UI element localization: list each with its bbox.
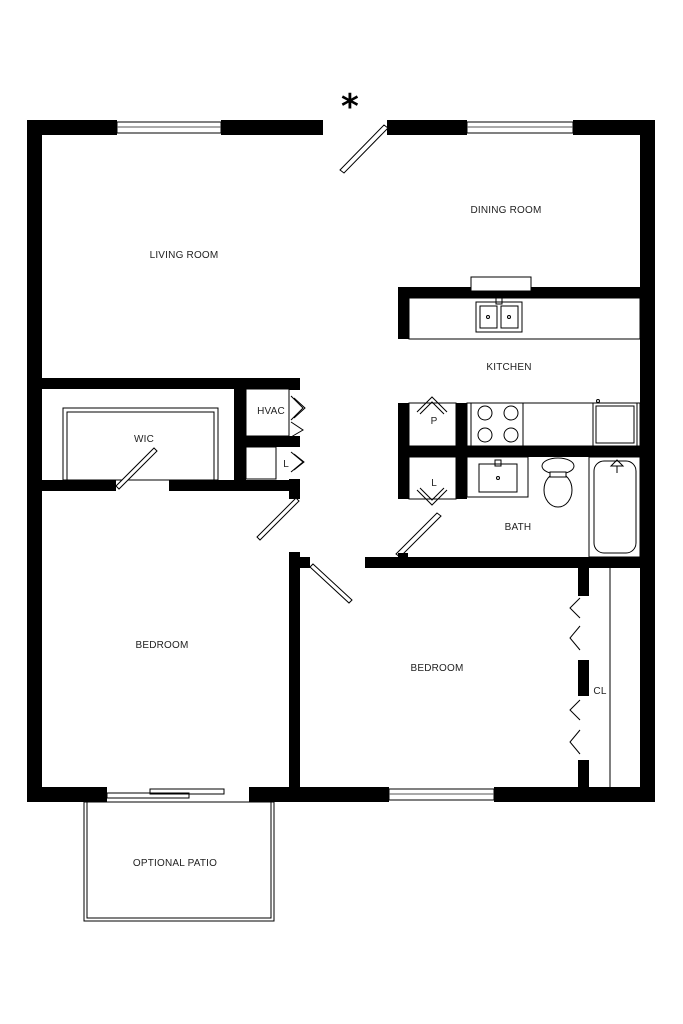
label-dining-room: DINING ROOM — [470, 205, 542, 216]
label-optional-patio: OPTIONAL PATIO — [132, 858, 218, 869]
label-bedroom-right: BEDROOM — [410, 663, 464, 674]
windows — [117, 122, 573, 800]
entry-door — [340, 125, 388, 173]
left-bedroom-door — [257, 498, 299, 540]
label-living-room: LIVING ROOM — [149, 250, 219, 261]
label-pantry: P — [430, 416, 438, 427]
label-bath: BATH — [504, 522, 532, 533]
label-closet: CL — [593, 686, 607, 697]
label-wic: WIC — [133, 434, 155, 445]
label-linen-center: L — [431, 478, 437, 489]
label-bedroom-left: BEDROOM — [135, 640, 189, 651]
entry-marker: * — [341, 87, 359, 127]
label-linen-left: L — [283, 459, 289, 470]
label-hvac: HVAC — [257, 406, 285, 417]
right-bedroom-walls — [289, 552, 610, 802]
kitchen-range — [467, 400, 640, 447]
kitchen-walls — [398, 277, 655, 339]
patio-sliding-door — [107, 789, 224, 798]
label-kitchen: KITCHEN — [486, 362, 532, 373]
